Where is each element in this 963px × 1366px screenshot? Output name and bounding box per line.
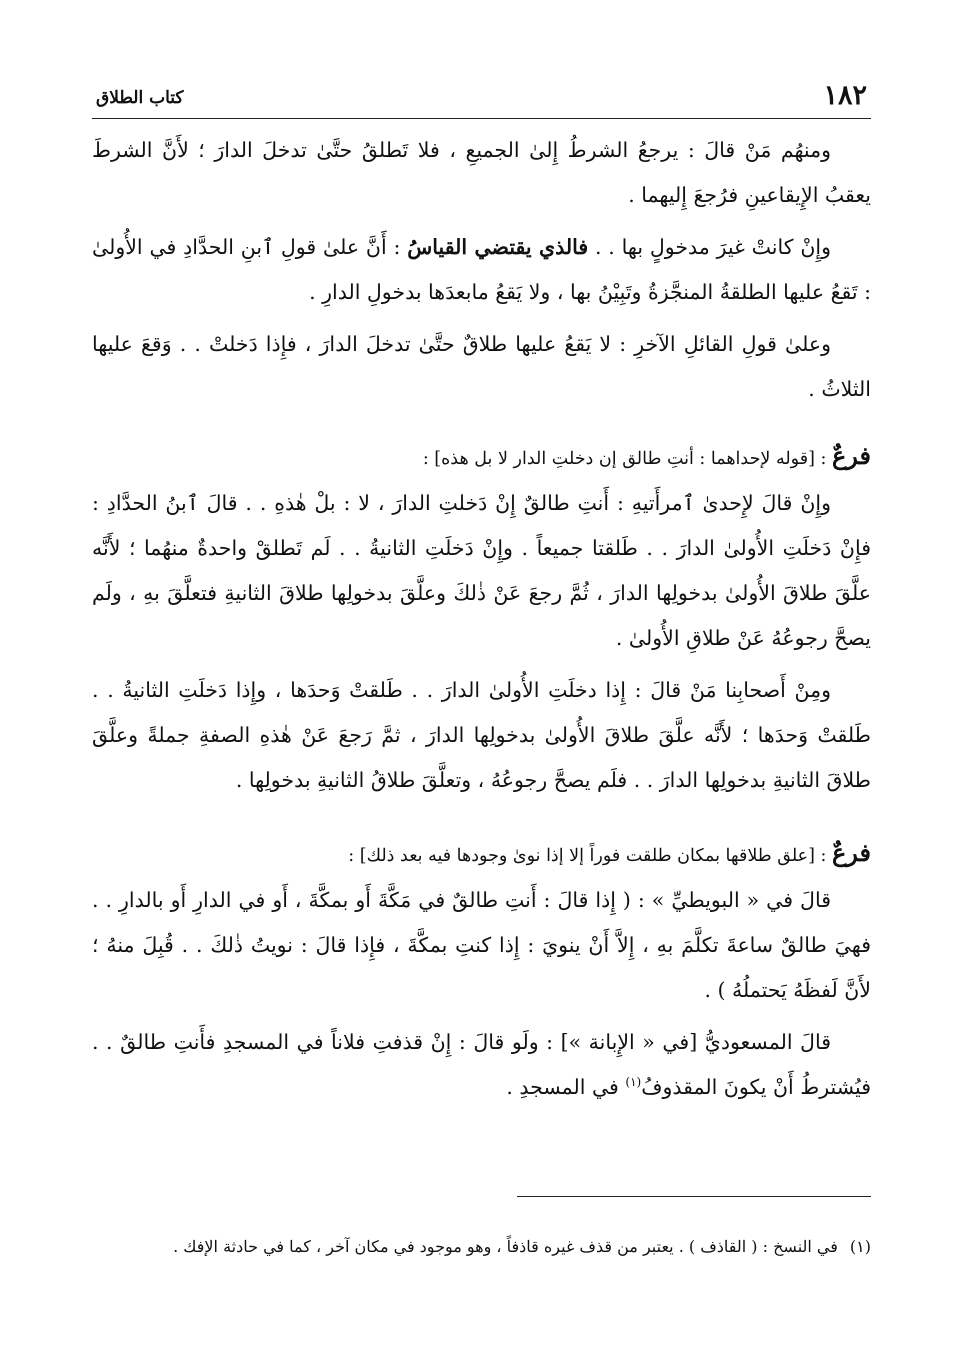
- branch-title-1: : [قوله لإحداهما : أنتِ طالق إن دخلتِ الدار لا بل هذه] :: [422, 449, 827, 469]
- paragraph-7: [92, 1020, 871, 1110]
- paragraph-2-bold: فالذي يقتضي القياسُ: [407, 235, 589, 259]
- paragraph-7-part-1: قالَ المسعوديُّ [في « الإِبانة »] : ولَو قالَ : إِنْ قذفتِ فلاناً في المسجدِ فأَنتِ طالقٌ . . فيُشترطُ أَنْ يكونَ المقذوفُ: [92, 1030, 871, 1099]
- branch-word-1: فرعٌ: [831, 441, 871, 470]
- branch-heading-2: [92, 831, 871, 878]
- branch-word-2: فرعٌ: [831, 838, 871, 867]
- footnote-text: في النسخ : ( القاذف ) . يعتبر من قذف غيره قاذفاً ، وهو موجود في مكان آخر ، كما في حادثة الإفك .: [173, 1237, 838, 1256]
- paragraph-1: ومنهُم مَنْ قالَ : يرجعُ الشرطُ إِلىٰ الجميعِ ، فلا تَطلقُ حتَّىٰ تدخلَ الدارَ ؛ لأَنَّ الشرطَ يعقبُ الإِيقاعينِ فرُجعَ إِليهما .: [92, 138, 871, 207]
- main-text: [92, 128, 871, 1110]
- page-header: [92, 68, 871, 119]
- branch-title-2: : [علق طلاقها بمكان طلقت فوراً إلا إذا نوىٰ وجودها فيه بعد ذلك] :: [348, 846, 827, 866]
- paragraph-2-part-1: وإِنْ كانتْ غيرَ مدخولٍ بها . .: [594, 235, 831, 259]
- paragraph-7-part-2: في المسجدِ .: [506, 1075, 619, 1099]
- paragraph-2: [92, 225, 871, 315]
- paragraph-3: وعلىٰ قولِ القائلِ الآخرِ : لا يَقعُ عليها طلاقٌ حتَّىٰ تدخلَ الدارَ ، فإِذا دَخلتْ . . وَقعَ عليها الثلاثُ .: [92, 332, 871, 401]
- footnote-number: (١): [849, 1237, 871, 1256]
- paragraph-6: قالَ في « البويطيِّ » : ( إِذا قالَ : أَنتِ طالقٌ في مَكَّةَ أَو بمكَّةَ ، أَو في الدارِ أَو بالدارِ . . فهيَ طالقٌ ساعةَ تكلَّمَ بهِ ، إِلاَّ أَنْ ينويَ : إِذا كنتِ بمكَّةَ ، فإِذا قالَ : نويتُ ذٰلكَ . . قُبِلَ منهُ ؛ لأَنَّ لَفظَهُ يَحتملُهُ ) .: [92, 888, 871, 1002]
- footnote: [92, 1230, 871, 1264]
- footnote-reference: (١): [625, 1075, 642, 1090]
- paragraph-4: وإِنْ قالَ لإِحدىٰ ٱمرأَتيهِ : أَنتِ طالقٌ إِنْ دَخلتِ الدارَ ، لا : بلْ هٰذهِ . . قالَ ٱبنُ الحدَّادِ : فإِنْ دَخلَتِ الأُولىٰ الدارَ . . طَلقتا جميعاً . وإِنْ دَخلَتِ الثانيةُ . . لَم تَطلقْ واحدةٌ منهُما ؛ لأَنَّه علَّقَ طلاقَ الأُولىٰ بدخولِها الدارَ ، ثُمَّ رجعَ عَنْ ذٰلكَ وعلَّقَ بدخولِها طلاقَ الثانيةِ فتعلَّقَ بهِ ، ولَم يصحَّ رجوعُهُ عَنْ طلاقِ الأُولىٰ .: [92, 491, 871, 650]
- footnote-divider: [517, 1196, 871, 1197]
- paragraph-2-part-2: : أَنَّ علىٰ قولِ ٱبنِ الحدَّادِ في الأُولىٰ : تَقعُ عليها الطلقةُ المنجَّزةُ وتَبِيْنُ بها ، ولا يَقعُ مابعدَها بدخولِ الدارِ .: [92, 235, 871, 304]
- branch-heading-1: [92, 434, 871, 481]
- running-title: كتاب الطلاق: [96, 88, 184, 108]
- paragraph-5: ومِنْ أَصحابِنا مَنْ قالَ : إِذا دخلَتِ الأُولىٰ الدارَ . . طَلقتْ وَحدَها ، وإِذا دَخلَتِ الثانيةُ . . طَلقتْ وَحدَها ؛ لأَنَّه علَّقَ طلاقَ الأُولىٰ بدخولِها الدارَ ، ثمَّ رَجعَ عَنْ هٰذهِ الصفةِ جملةً وعلَّقَ طلاقَ الثانيةِ بدخولِها الدارَ . . فلَم يصحَّ رجوعُهُ ، وتعلَّقَ طلاقُ الثانيةِ بدخولِها .: [92, 678, 871, 792]
- page-number: ١٨٢: [823, 80, 867, 111]
